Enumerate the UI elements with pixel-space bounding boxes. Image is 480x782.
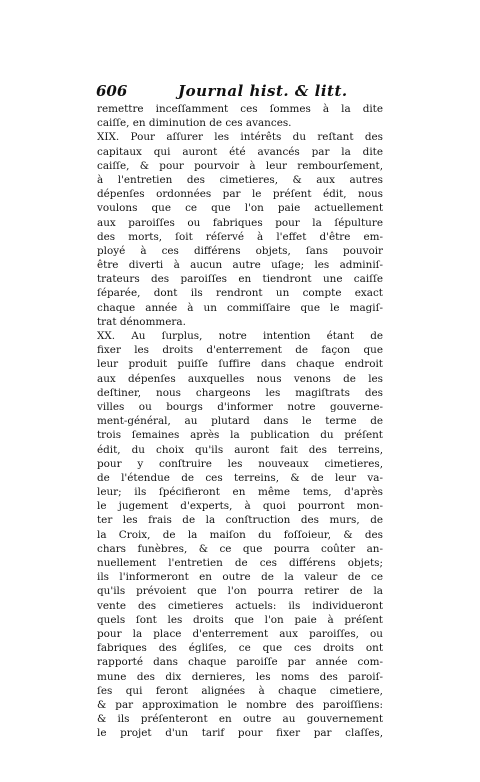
text-line: être diverti à aucun autre uſage; les adminiſ- <box>97 259 383 272</box>
text-line: à l'entretien des cimetieres, & aux autres <box>97 173 383 186</box>
text-line: de l'étendue de ces terreins, & de leur va- <box>97 471 383 484</box>
text-line: fixer les droits d'enterrement de façon que <box>97 344 383 357</box>
text-line: des morts, ſoit réſervé à l'effet d'être em- <box>97 230 383 243</box>
text-line: chaque année à un commiſſaire que le magiſ- <box>97 301 383 314</box>
text-line: trat dénommera. <box>97 315 186 328</box>
text-line: aux dépenſes auxquelles nous venons de les <box>97 372 383 385</box>
text-line: pour y conſtruire les nouveaux cimetieres, <box>97 457 383 470</box>
journal-title: Journal hist. & litt. <box>178 82 348 100</box>
text-line: deſtiner, nous chargeons les magiſtrats des <box>97 386 383 399</box>
text-line: fabriques des égliſes, ce que ces droits ont <box>97 642 383 655</box>
text-line: XIX. Pour aſſurer les intérêts du reſtant des <box>97 131 383 144</box>
running-head <box>96 80 404 102</box>
text-line: trois ſemaines après la publication du préſent <box>97 429 383 442</box>
text-line: édit, du choix qu'ils auront fait des terreins, <box>97 443 383 456</box>
text-line: XX. Au ſurplus, notre intention étant de <box>97 330 383 342</box>
body-text <box>97 102 383 740</box>
text-line: villes ou bourgs d'informer notre gouverne- <box>97 400 383 413</box>
text-line: trateurs des paroiſſes en tiendront une caiſſe <box>97 273 383 286</box>
text-line: ſéparée, dont ils rendront un compte exact <box>97 287 383 300</box>
text-line: dépenſes ordonnées par le préſent édit, nous <box>97 188 383 201</box>
text-line: ſes qui feront alignées à chaque cimetiere, <box>97 684 383 697</box>
text-line: remettre inceſſamment ces ſommes à la dite <box>97 103 383 115</box>
text-line: la Croix, de la maiſon du foſſoieur, & des <box>97 528 383 541</box>
text-line: voulons que ce que l'on paie actuellement <box>97 202 383 215</box>
text-line: pour la place d'enterrement aux paroiſſes, ou <box>97 627 383 640</box>
text-line: leur; ils ſpécifieront en même tems, d'après <box>97 486 383 499</box>
text-line: mune des dix dernieres, les noms des paroiſ- <box>97 670 383 683</box>
text-line: nuellement l'entretien de ces différens objets; <box>97 557 383 569</box>
text-line: ployé à ces différens objets, ſans pouvoir <box>97 244 383 257</box>
text-line: caiſſe, en diminution de ces avances. <box>97 117 292 130</box>
text-line: qu'ils prévoient que l'on pourra retirer de la <box>97 585 383 598</box>
text-line: capitaux qui auront été avancés par la dite <box>97 145 383 158</box>
text-line: leur produit puiſſe ſuffire dans chaque endroit <box>97 358 383 371</box>
text-line: ter les frais de la conſtruction des murs, de <box>97 514 383 527</box>
text-line: ils l'informeront en outre de la valeur de ce <box>97 571 383 584</box>
text-line: aux paroiſſes ou fabriques pour la ſépulture <box>97 216 383 229</box>
text-line: le projet d'un tarif pour fixer par claſſes, <box>97 727 383 740</box>
text-line: rapporté dans chaque paroiſſe par année com- <box>97 656 383 669</box>
text-line: chars funèbres, & ce que pourra coûter an- <box>97 542 383 555</box>
text-line: & ils préſenteront en outre au gouvernement <box>97 713 383 726</box>
text-line: ment-général, au plutard dans le terme de <box>97 415 383 428</box>
page-number: 606 <box>96 82 128 100</box>
text-line: vente des cimetieres actuels: ils individueront <box>97 599 383 612</box>
text-line: caiſſe, & pour pourvoir à leur rembourſement, <box>97 159 383 172</box>
text-line: & par approximation le nombre des paroiſſiens: <box>97 698 383 711</box>
text-line: le jugement d'experts, à quoi pourront mon- <box>97 500 383 513</box>
text-line: quels ſont les droits que l'on paie à préſent <box>97 613 383 626</box>
